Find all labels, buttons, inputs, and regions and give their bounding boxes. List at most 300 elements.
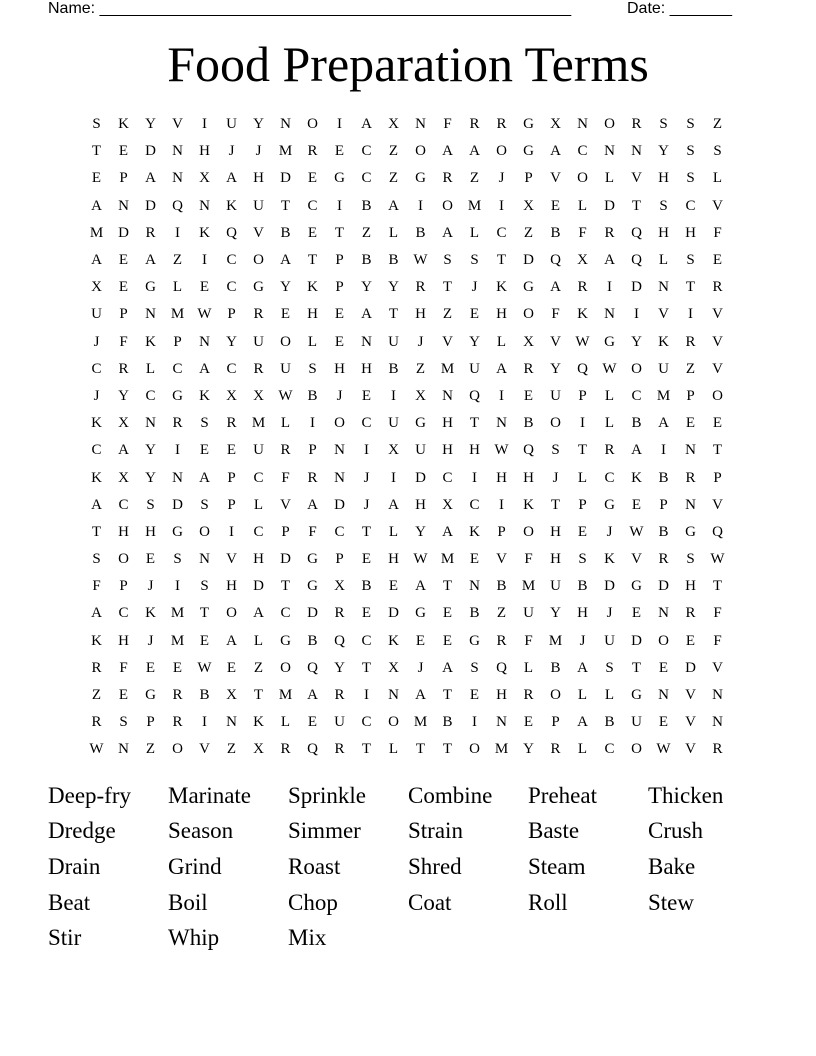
grid-letter: J (147, 632, 154, 649)
grid-letter: A (91, 496, 102, 513)
grid-letter: K (253, 714, 264, 731)
grid-letter: E (145, 659, 156, 676)
grid-letter: X (118, 415, 129, 432)
grid-letter: A (145, 252, 156, 269)
grid-letter: A (469, 143, 480, 160)
word-list-item: Strain (408, 818, 463, 844)
grid-letter: J (93, 333, 100, 350)
grid-letter: R (334, 687, 345, 704)
grid-letter: R (496, 632, 507, 649)
grid-letter: N (199, 197, 210, 214)
grid-letter: Z (226, 741, 237, 758)
grid-letter: N (172, 469, 183, 486)
grid-letter: P (227, 469, 236, 486)
grid-letter: O (496, 143, 507, 160)
grid-letter: U (658, 360, 669, 377)
grid-letter: E (712, 415, 723, 432)
grid-letter: C (442, 469, 453, 486)
grid-letter: C (253, 469, 264, 486)
grid-letter: E (226, 659, 237, 676)
grid-letter: X (388, 659, 399, 676)
grid-letter: L (577, 197, 588, 214)
grid-letter: K (91, 469, 102, 486)
grid-letter: F (281, 469, 290, 486)
grid-letter: B (442, 714, 453, 731)
grid-letter: Z (523, 224, 534, 241)
grid-letter: I (202, 116, 207, 133)
grid-letter: L (469, 224, 480, 241)
grid-letter: T (442, 741, 453, 758)
word-list-item: Drain (48, 853, 101, 879)
grid-letter: H (388, 551, 399, 568)
grid-letter: R (172, 687, 183, 704)
grid-letter: S (470, 659, 479, 676)
grid-letter: P (119, 170, 128, 187)
grid-letter: E (91, 170, 102, 187)
grid-letter: B (550, 659, 561, 676)
grid-letter: S (659, 197, 668, 214)
grid-letter: E (334, 143, 345, 160)
grid-letter: D (280, 551, 291, 568)
grid-letter: N (172, 170, 183, 187)
grid-letter: T (415, 741, 426, 758)
grid-letter: H (145, 523, 156, 540)
word-list-item: Thicken (648, 782, 724, 808)
grid-letter: B (307, 387, 318, 404)
grid-letter: M (278, 143, 293, 160)
grid-letter: R (658, 551, 669, 568)
grid-letter: J (228, 143, 235, 160)
grid-letter: I (661, 442, 666, 459)
grid-letter: N (442, 387, 453, 404)
grid-letter: F (578, 224, 587, 241)
grid-letter: A (388, 197, 399, 214)
grid-letter: C (577, 143, 588, 160)
grid-letter: R (523, 360, 534, 377)
grid-letter: E (469, 306, 480, 323)
grid-letter: G (145, 687, 156, 704)
word-list-item: Bake (648, 853, 696, 879)
grid-letter: H (199, 143, 210, 160)
grid-letter: C (307, 197, 318, 214)
grid-letter: D (145, 197, 156, 214)
grid-letter: V (658, 306, 669, 323)
grid-letter: K (145, 333, 156, 350)
grid-letter: L (496, 333, 507, 350)
grid-letter: A (577, 659, 588, 676)
word-list-item: Dredge (48, 818, 116, 844)
grid-letter: L (577, 469, 588, 486)
grid-letter: U (226, 116, 237, 133)
grid-letter: W (413, 252, 428, 269)
grid-letter: Q (307, 741, 318, 758)
grid-letter: E (361, 551, 372, 568)
grid-letter: T (361, 741, 372, 758)
grid-letter: U (388, 333, 399, 350)
grid-letter: U (253, 333, 264, 350)
grid-letter: C (226, 252, 237, 269)
grid-letter: K (118, 116, 129, 133)
grid-letter: K (226, 197, 237, 214)
grid-letter: T (577, 442, 588, 459)
grid-letter: G (307, 578, 318, 595)
grid-letter: I (580, 415, 585, 432)
grid-letter: Q (172, 197, 183, 214)
grid-letter: U (469, 360, 480, 377)
grid-letter: C (361, 170, 372, 187)
grid-letter: S (308, 360, 317, 377)
grid-letter: E (307, 170, 318, 187)
grid-letter: I (175, 442, 180, 459)
word-list-item: Roll (528, 889, 568, 915)
grid-letter: S (686, 551, 695, 568)
grid-letter: G (415, 170, 426, 187)
grid-letter: R (334, 605, 345, 622)
grid-letter: N (145, 306, 156, 323)
word-list-item: Season (168, 818, 234, 844)
grid-letter: Z (172, 252, 183, 269)
grid-letter: T (280, 197, 291, 214)
grid-letter: I (391, 469, 396, 486)
grid-letter: V (550, 170, 561, 187)
grid-letter: P (119, 578, 128, 595)
grid-letter: O (307, 116, 318, 133)
grid-letter: J (336, 387, 343, 404)
grid-letter: A (442, 224, 453, 241)
grid-letter: Z (145, 741, 156, 758)
grid-letter: S (200, 496, 209, 513)
grid-letter: V (631, 551, 642, 568)
grid-letter: R (685, 333, 696, 350)
grid-letter: O (280, 659, 291, 676)
grid-letter: R (523, 687, 534, 704)
word-list-item: Whip (168, 925, 220, 951)
grid-letter: V (685, 714, 696, 731)
grid-letter: L (604, 387, 615, 404)
grid-letter: A (496, 360, 507, 377)
grid-letter: I (391, 387, 396, 404)
grid-letter: E (523, 387, 534, 404)
grid-letter: C (91, 360, 102, 377)
grid-letter: K (145, 605, 156, 622)
grid-letter: H (496, 687, 507, 704)
grid-letter: L (577, 687, 588, 704)
grid-letter: Y (280, 279, 291, 296)
grid-letter: L (145, 360, 156, 377)
grid-letter: D (118, 224, 129, 241)
grid-letter: L (604, 687, 615, 704)
grid-letter: K (388, 632, 399, 649)
grid-letter: A (361, 306, 372, 323)
grid-letter: Z (442, 306, 453, 323)
grid-letter: M (521, 578, 536, 595)
grid-letter: J (363, 469, 370, 486)
grid-letter: K (496, 279, 507, 296)
grid-letter: Y (226, 333, 237, 350)
grid-letter: A (118, 442, 129, 459)
grid-letter: D (658, 578, 669, 595)
grid-letter: B (415, 224, 426, 241)
grid-letter: C (685, 197, 696, 214)
grid-letter: Q (334, 632, 345, 649)
grid-letter: N (577, 116, 588, 133)
grid-letter: H (442, 442, 453, 459)
grid-letter: C (469, 496, 480, 513)
grid-letter: C (253, 523, 264, 540)
grid-letter: E (334, 333, 345, 350)
grid-letter: B (199, 687, 210, 704)
grid-letter: E (361, 387, 372, 404)
grid-letter: J (498, 170, 505, 187)
grid-letter: H (685, 578, 696, 595)
grid-letter: N (658, 687, 669, 704)
grid-letter: T (361, 523, 372, 540)
grid-letter: A (415, 687, 426, 704)
grid-letter: P (686, 387, 695, 404)
grid-letter: O (172, 741, 183, 758)
grid-letter: B (361, 578, 372, 595)
grid-letter: W (89, 741, 104, 758)
grid-letter: B (550, 224, 561, 241)
grid-letter: N (496, 415, 507, 432)
grid-letter: M (170, 605, 185, 622)
grid-letter: G (631, 578, 642, 595)
grid-letter: U (550, 578, 561, 595)
grid-letter: S (470, 252, 479, 269)
grid-letter: D (253, 578, 264, 595)
grid-letter: F (443, 116, 452, 133)
grid-letter: T (712, 578, 723, 595)
grid-letter: C (361, 632, 372, 649)
grid-letter: T (442, 279, 453, 296)
grid-letter: R (226, 415, 237, 432)
grid-letter: I (337, 197, 342, 214)
grid-letter: L (253, 496, 264, 513)
grid-letter: A (226, 170, 237, 187)
grid-letter: J (417, 659, 424, 676)
grid-letter: G (280, 632, 291, 649)
grid-letter: Q (307, 659, 318, 676)
grid-letter: V (550, 333, 561, 350)
grid-letter: T (631, 197, 642, 214)
grid-letter: I (202, 252, 207, 269)
grid-letter: O (712, 387, 723, 404)
grid-letter: F (713, 632, 722, 649)
grid-letter: V (280, 496, 291, 513)
grid-letter: N (199, 551, 210, 568)
grid-letter: T (334, 224, 345, 241)
grid-letter: M (467, 197, 482, 214)
grid-letter: A (631, 442, 642, 459)
grid-letter: X (91, 279, 102, 296)
grid-letter: O (442, 197, 453, 214)
grid-letter: A (550, 279, 561, 296)
grid-letter: N (604, 306, 615, 323)
grid-letter: R (307, 143, 318, 160)
word-list-item: Simmer (288, 818, 361, 844)
grid-letter: V (712, 360, 723, 377)
grid-letter: N (496, 714, 507, 731)
grid-letter: U (415, 442, 426, 459)
grid-letter: O (604, 116, 615, 133)
grid-letter: L (604, 415, 615, 432)
grid-letter: T (91, 523, 102, 540)
grid-letter: Z (388, 170, 399, 187)
grid-letter: X (550, 116, 561, 133)
grid-letter: P (146, 714, 155, 731)
grid-letter: J (579, 632, 586, 649)
grid-letter: X (334, 578, 345, 595)
word-list-item: Baste (528, 818, 580, 844)
grid-letter: V (712, 197, 723, 214)
grid-letter: U (631, 714, 642, 731)
grid-letter: S (173, 551, 182, 568)
grid-letter: C (604, 469, 615, 486)
grid-letter: J (93, 387, 100, 404)
grid-letter: T (361, 659, 372, 676)
grid-letter: G (523, 279, 534, 296)
grid-letter: P (335, 279, 344, 296)
grid-letter: Y (145, 442, 156, 459)
grid-letter: I (634, 306, 639, 323)
grid-letter: A (226, 632, 237, 649)
grid-letter: V (685, 687, 696, 704)
grid-letter: H (550, 551, 561, 568)
grid-letter: U (388, 415, 399, 432)
grid-letter: P (713, 469, 722, 486)
grid-letter: G (334, 170, 345, 187)
grid-letter: O (118, 551, 129, 568)
grid-letter: H (226, 578, 237, 595)
grid-letter: M (413, 714, 428, 731)
grid-letter: L (577, 741, 588, 758)
grid-letter: O (253, 252, 264, 269)
grid-letter: S (200, 415, 209, 432)
word-list-item: Chop (288, 889, 338, 915)
grid-letter: X (442, 496, 453, 513)
grid-letter: N (280, 116, 291, 133)
grid-letter: R (442, 170, 453, 187)
grid-letter: T (685, 279, 696, 296)
grid-letter: A (442, 143, 453, 160)
grid-letter: V (199, 741, 210, 758)
grid-letter: P (227, 306, 236, 323)
grid-letter: F (713, 224, 722, 241)
grid-letter: W (197, 659, 212, 676)
grid-letter: A (577, 714, 588, 731)
grid-letter: G (631, 687, 642, 704)
grid-letter: L (253, 632, 264, 649)
grid-letter: A (307, 687, 318, 704)
grid-letter: E (550, 197, 561, 214)
grid-letter: E (361, 605, 372, 622)
grid-letter: E (334, 306, 345, 323)
grid-letter: L (388, 741, 399, 758)
grid-letter: B (361, 197, 372, 214)
grid-letter: X (577, 252, 588, 269)
grid-letter: A (91, 605, 102, 622)
grid-letter: A (388, 496, 399, 513)
grid-letter: D (415, 469, 426, 486)
grid-letter: Y (388, 279, 399, 296)
grid-letter: A (604, 252, 615, 269)
grid-letter: A (550, 143, 561, 160)
grid-letter: C (631, 387, 642, 404)
grid-letter: A (253, 605, 264, 622)
grid-letter: D (631, 632, 642, 649)
grid-letter: E (388, 578, 399, 595)
grid-letter: H (307, 306, 318, 323)
grid-letter: N (415, 116, 426, 133)
word-list-item: Crush (648, 818, 703, 844)
grid-letter: G (172, 523, 183, 540)
grid-letter: O (388, 714, 399, 731)
grid-letter: M (170, 632, 185, 649)
grid-letter: W (656, 741, 671, 758)
grid-letter: Y (361, 279, 372, 296)
grid-letter: K (604, 551, 615, 568)
grid-letter: V (631, 170, 642, 187)
date-field-label[interactable]: Date: _______ (627, 0, 732, 17)
grid-letter: H (118, 632, 129, 649)
name-field-label[interactable]: Name: _____________________________________________________ (48, 0, 572, 17)
grid-letter: B (631, 415, 642, 432)
grid-letter: E (631, 496, 642, 513)
grid-letter: T (91, 143, 102, 160)
grid-letter: M (548, 632, 563, 649)
word-list-item: Deep-fry (48, 782, 132, 808)
grid-letter: I (499, 496, 504, 513)
grid-letter: S (551, 442, 560, 459)
grid-letter: C (496, 224, 507, 241)
grid-letter: H (550, 523, 561, 540)
grid-letter: L (307, 333, 318, 350)
grid-letter: P (659, 496, 668, 513)
grid-letter: T (253, 687, 264, 704)
grid-letter: S (443, 252, 452, 269)
grid-letter: Z (91, 687, 102, 704)
grid-letter: R (469, 116, 480, 133)
grid-letter: C (226, 279, 237, 296)
grid-letter: E (172, 659, 183, 676)
grid-letter: G (307, 551, 318, 568)
grid-letter: Q (496, 659, 507, 676)
grid-letter: O (280, 333, 291, 350)
grid-letter: T (280, 578, 291, 595)
grid-letter: X (226, 687, 237, 704)
grid-letter: S (146, 496, 155, 513)
grid-letter: C (118, 605, 129, 622)
grid-letter: U (523, 605, 534, 622)
grid-letter: I (364, 442, 369, 459)
word-list-item: Combine (408, 782, 493, 808)
grid-letter: Y (253, 116, 264, 133)
grid-letter: K (658, 333, 669, 350)
grid-letter: H (658, 224, 669, 241)
grid-letter: A (415, 578, 426, 595)
word-list-item: Stir (48, 925, 82, 951)
grid-letter: E (145, 551, 156, 568)
grid-letter: Y (145, 469, 156, 486)
grid-letter: V (226, 551, 237, 568)
grid-letter: C (604, 741, 615, 758)
grid-letter: E (685, 415, 696, 432)
grid-letter: E (118, 279, 129, 296)
word-list-item: Mix (288, 925, 327, 951)
grid-letter: Q (712, 523, 723, 540)
grid-letter: R (172, 714, 183, 731)
grid-letter: Q (631, 224, 642, 241)
